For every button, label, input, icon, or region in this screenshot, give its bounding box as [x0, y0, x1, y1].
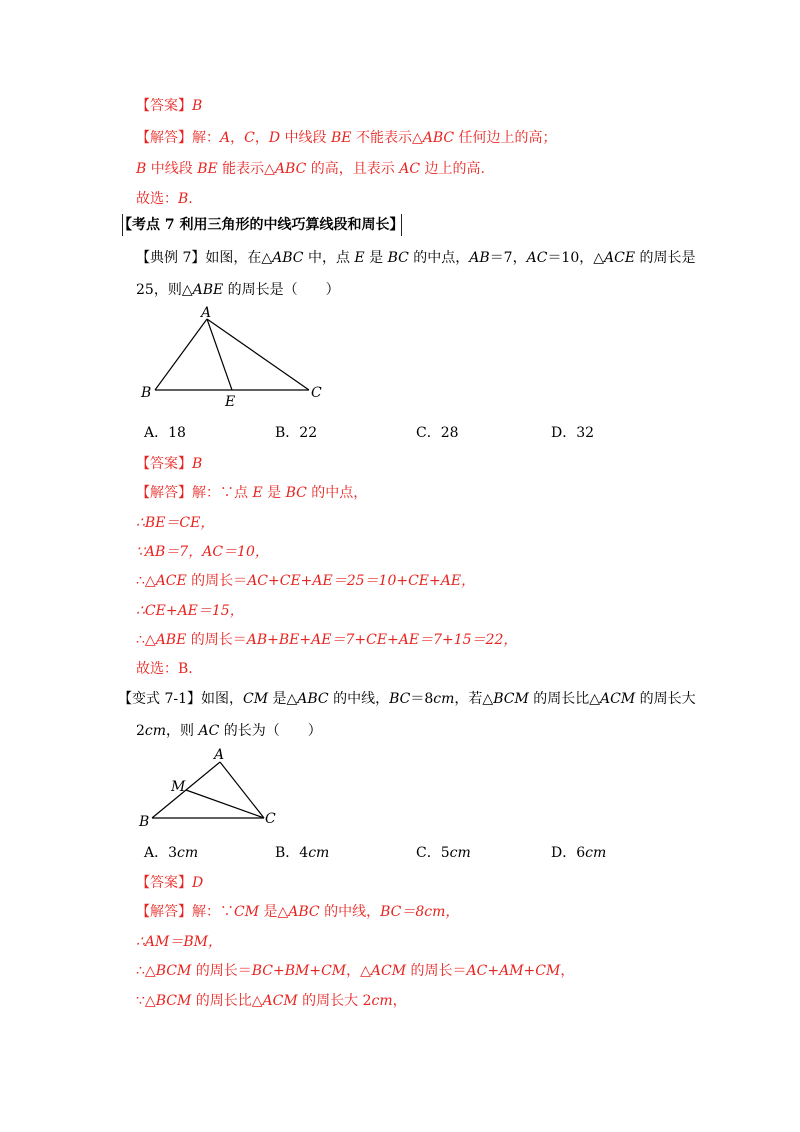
text: 的周长比△ — [528, 691, 601, 707]
text: 是△ — [268, 691, 298, 707]
text: ACE — [155, 573, 187, 589]
text: ， — [230, 130, 245, 146]
answer-value: B — [192, 456, 203, 472]
text: ＝25＝10+CE+AE， — [332, 573, 476, 589]
text: BE — [330, 130, 352, 146]
text: ＝8cm， — [401, 904, 460, 920]
answer-value: D — [192, 875, 204, 891]
text: 的周长是（ ） — [223, 282, 340, 298]
text: ＝7+CE+AE＝7+15＝22， — [331, 632, 518, 648]
ex7-step-5: ∴CE+AE＝15， — [136, 603, 244, 619]
option-c: C．28 — [416, 425, 459, 441]
text: AC+CE+AE — [247, 573, 333, 589]
text: 的周长＝ — [186, 632, 247, 648]
text: E — [252, 485, 263, 501]
text: B — [136, 161, 147, 177]
text: AB — [469, 250, 490, 266]
text: ，△ — [346, 963, 371, 979]
vertex-b-label: B — [141, 385, 152, 401]
text: 是 — [364, 250, 388, 266]
text: ABE — [155, 632, 187, 648]
text: ， — [560, 963, 575, 979]
text: ABC — [422, 130, 455, 146]
text: ＝7， — [489, 250, 527, 266]
answer-value: B — [192, 98, 203, 114]
text: ＝8 — [410, 691, 434, 707]
text: cm — [585, 845, 607, 861]
analysis-label: 【解答】 — [136, 904, 192, 920]
analysis-label: 【解答】 — [136, 130, 192, 146]
text: cm — [449, 845, 471, 861]
text: 25，则△ — [136, 282, 193, 298]
text: CM — [234, 904, 260, 920]
answer-row-var71 — [136, 873, 203, 893]
text: BC+BM+CM — [251, 963, 347, 979]
text: AC — [526, 250, 548, 266]
text: CM — [243, 691, 269, 707]
example7-label: 【典例 7】 — [136, 250, 206, 266]
text: BC — [389, 691, 411, 707]
text: BCM — [155, 963, 192, 979]
text: ACM — [262, 993, 298, 1009]
var71-step-1 — [136, 902, 459, 922]
option-b: B．22 — [275, 425, 318, 441]
text: 解：∵ — [192, 904, 234, 920]
text: cm — [433, 691, 455, 707]
text: ABC — [297, 691, 329, 707]
text: 中线段 — [146, 161, 198, 177]
text: ACE — [604, 250, 636, 266]
analysis-label: 【解答】 — [136, 485, 192, 501]
var71-step-2: ∴AM＝BM， — [136, 934, 222, 950]
text: BC — [380, 904, 402, 920]
text: BCM — [493, 691, 529, 707]
text: A — [220, 130, 231, 146]
text: B．4 — [275, 845, 309, 861]
option-d: D．32 — [551, 425, 595, 441]
text: D — [268, 130, 281, 146]
text: 的周长大 — [635, 691, 696, 707]
ex7-step-2: ∴BE＝CE， — [136, 515, 215, 531]
text: D．6 — [551, 845, 586, 861]
var71-step-4 — [136, 991, 407, 1011]
text: cm — [144, 723, 167, 739]
text: ∴△ — [136, 632, 156, 648]
text: 的周长大 2 — [297, 993, 372, 1009]
vertex-c-label: C — [311, 385, 322, 401]
text: ，若△ — [454, 691, 494, 707]
text: ∴△ — [136, 573, 156, 589]
text: C．5 — [416, 845, 450, 861]
text: 的周长＝ — [406, 963, 467, 979]
text: 的周长＝ — [186, 573, 248, 589]
text: C — [244, 130, 255, 146]
text: ＝10，△ — [547, 250, 605, 266]
text: cm — [371, 993, 393, 1009]
text: . — [188, 191, 193, 207]
ex7-choose: 故选：B. — [136, 661, 193, 677]
text: BCM — [155, 993, 192, 1009]
text: 任何边上的高； — [454, 130, 557, 146]
text: 的中点， — [408, 250, 470, 266]
text: BC — [387, 250, 409, 266]
text: 是△ — [259, 904, 289, 920]
text: ABC — [288, 904, 320, 920]
option-c — [416, 843, 471, 863]
text: 的中线， — [328, 691, 390, 707]
text: 解：∵点 — [192, 485, 253, 501]
option-a — [144, 843, 198, 863]
text: E — [354, 250, 365, 266]
text: ， — [392, 993, 407, 1009]
text: ACM — [600, 691, 636, 707]
text: 中线段 — [280, 130, 331, 146]
text: ∴△ — [136, 963, 156, 979]
text: BE — [197, 161, 218, 177]
text: 的长为（ ） — [219, 723, 322, 739]
option-b — [275, 843, 329, 863]
text: ABC — [272, 250, 304, 266]
text: ，则 — [166, 723, 199, 739]
section-heading: 【考点 7 利用三角形的中线巧算线段和周长】 — [118, 217, 404, 233]
text: 边上的高. — [420, 161, 485, 177]
text: ABE — [192, 282, 224, 298]
vertex-e-label: E — [225, 394, 236, 410]
text: 2 — [136, 723, 145, 739]
text: 中，点 — [303, 250, 355, 266]
text: ABC — [274, 161, 307, 177]
text: AC — [198, 723, 220, 739]
text: AC+AM+CM — [466, 963, 561, 979]
text: 故选： — [136, 191, 178, 207]
text: ∵△ — [136, 993, 156, 1009]
vertex-b-label: B — [139, 814, 150, 830]
answer-label: 【答案】 — [136, 98, 192, 114]
text: B — [178, 191, 189, 207]
vertex-a-label: A — [214, 747, 225, 763]
text: 的中点， — [306, 485, 368, 501]
text: 的高，且表示 — [306, 161, 400, 177]
ex7-step-3: ∵AB＝7，AC＝10， — [136, 544, 269, 560]
text: ， — [254, 130, 269, 146]
text: A．3 — [144, 845, 178, 861]
text: 的周长是 — [635, 250, 696, 266]
text: 不能表示△ — [351, 130, 423, 146]
option-a: A．18 — [144, 425, 186, 441]
text: cm — [308, 845, 330, 861]
text: ACM — [370, 963, 407, 979]
text: BC — [285, 485, 307, 501]
var71-step-3 — [136, 961, 574, 981]
text: AB+BE+AE — [246, 632, 332, 648]
text: 的周长＝ — [191, 963, 252, 979]
variant71-label: 【变式 7-1】 — [118, 691, 201, 707]
text: 的周长比△ — [191, 993, 263, 1009]
text: 是 — [262, 485, 286, 501]
text: AC — [399, 161, 421, 177]
text: 解： — [192, 130, 220, 146]
text: cm — [177, 845, 199, 861]
answer-label: 【答案】 — [136, 456, 192, 472]
text: 如图， — [201, 691, 243, 707]
vertex-c-label: C — [265, 811, 276, 827]
answer-label: 【答案】 — [136, 875, 192, 891]
text: 的中线， — [319, 904, 381, 920]
text: 能表示△ — [217, 161, 275, 177]
option-d — [551, 843, 606, 863]
vertex-a-label: A — [201, 305, 212, 321]
text: 如图，在△ — [205, 250, 273, 266]
vertex-m-label: M — [171, 779, 186, 795]
